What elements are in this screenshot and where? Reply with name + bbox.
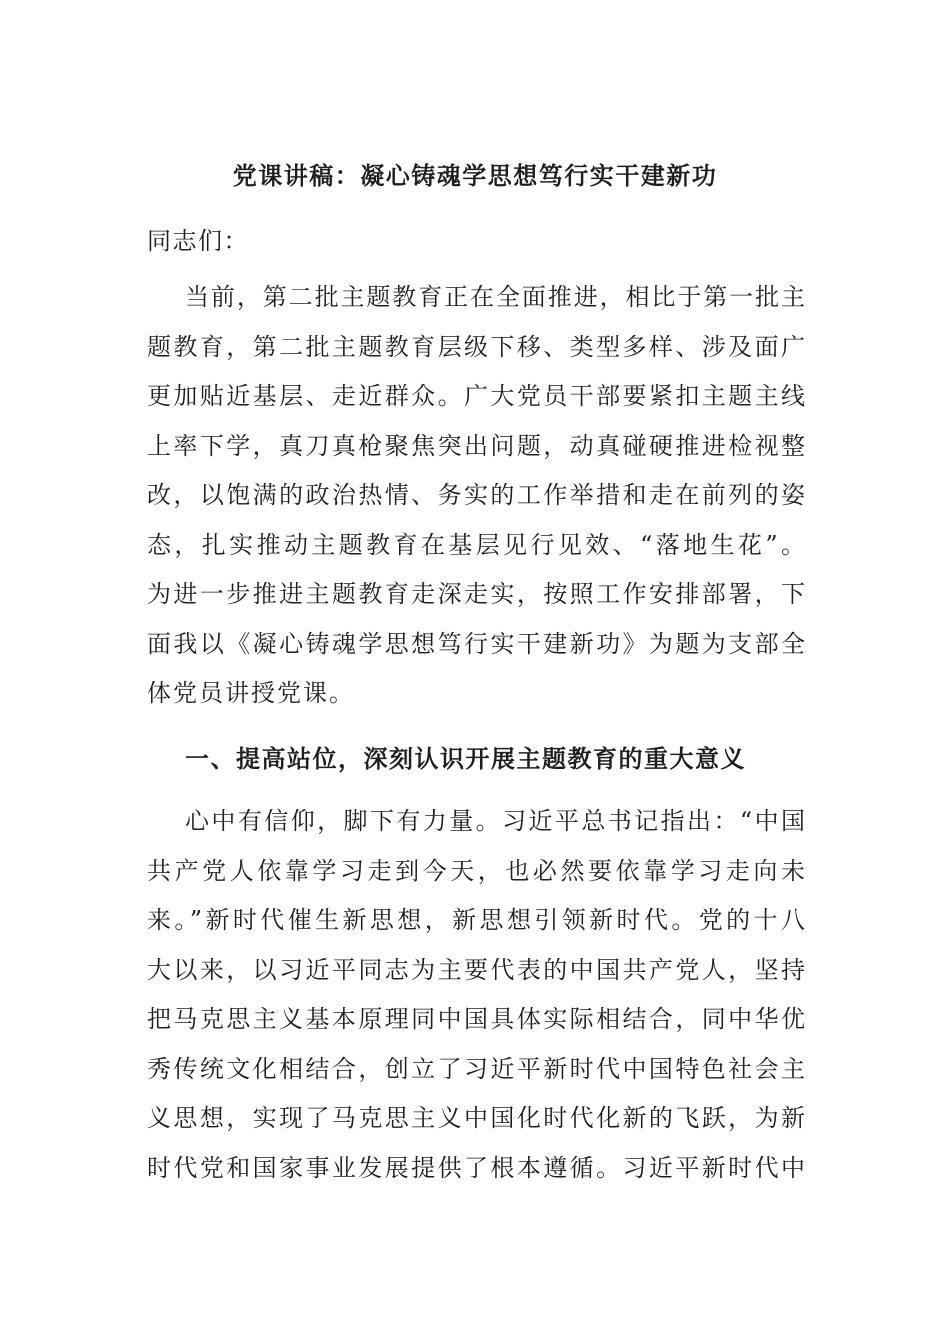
text-line: 态，扎实推动主题教育在基层见行见效、“落地生花”。	[147, 530, 805, 559]
salutation: 同志们：	[147, 227, 249, 255]
text-line: 心中有信仰，脚下有力量。习近平总书记指出：“中国	[185, 807, 805, 835]
text-line: 共产党人依靠学习走到今天，也必然要依靠学习走向未	[147, 856, 805, 885]
section-heading: 一、提高站位，深刻认识开展主题教育的重大意义	[185, 744, 746, 773]
text-line: 为进一步推进主题教育走深走实，按照工作安排部署，下	[147, 580, 805, 608]
text-line: 义思想，实现了马克思主义中国化时代化新的飞跃，为新	[147, 1104, 805, 1132]
text-line: 大以来，以习近平同志为主要代表的中国共产党人，坚持	[147, 955, 805, 984]
text-line: 当前，第二批主题教育正在全面推进，相比于第一批主	[185, 283, 805, 311]
text-line: 时代党和国家事业发展提供了根本遵循。习近平新时代中	[147, 1153, 805, 1182]
text-line: 秀传统文化相结合，创立了习近平新时代中国特色社会主	[147, 1054, 805, 1083]
document-title: 党课讲稿：凝心铸魂学思想笃行实干建新功	[232, 161, 718, 190]
intro-paragraph	[147, 273, 805, 719]
text-line: 更加贴近基层、走近群众。广大党员干部要紧扣主题主线	[147, 382, 805, 410]
text-line: 体党员讲授党课。	[147, 679, 355, 707]
text-line: 上率下学，真刀真枪聚焦突出问题，动真碰硬推进检视整	[147, 431, 805, 460]
text-line: 改，以饱满的政治热情、务实的工作举措和走在前列的姿	[147, 481, 805, 509]
section1-paragraph	[147, 797, 805, 1193]
text-line: 题教育，第二批主题教育层级下移、类型多样、涉及面广	[147, 332, 805, 361]
text-line: 来。”新时代催生新思想，新思想引领新时代。党的十八	[147, 906, 805, 934]
text-line: 把马克思主义基本原理同中国具体实际相结合，同中华优	[147, 1005, 805, 1033]
text-line: 面我以《凝心铸魂学思想笃行实干建新功》为题为支部全	[147, 629, 805, 658]
